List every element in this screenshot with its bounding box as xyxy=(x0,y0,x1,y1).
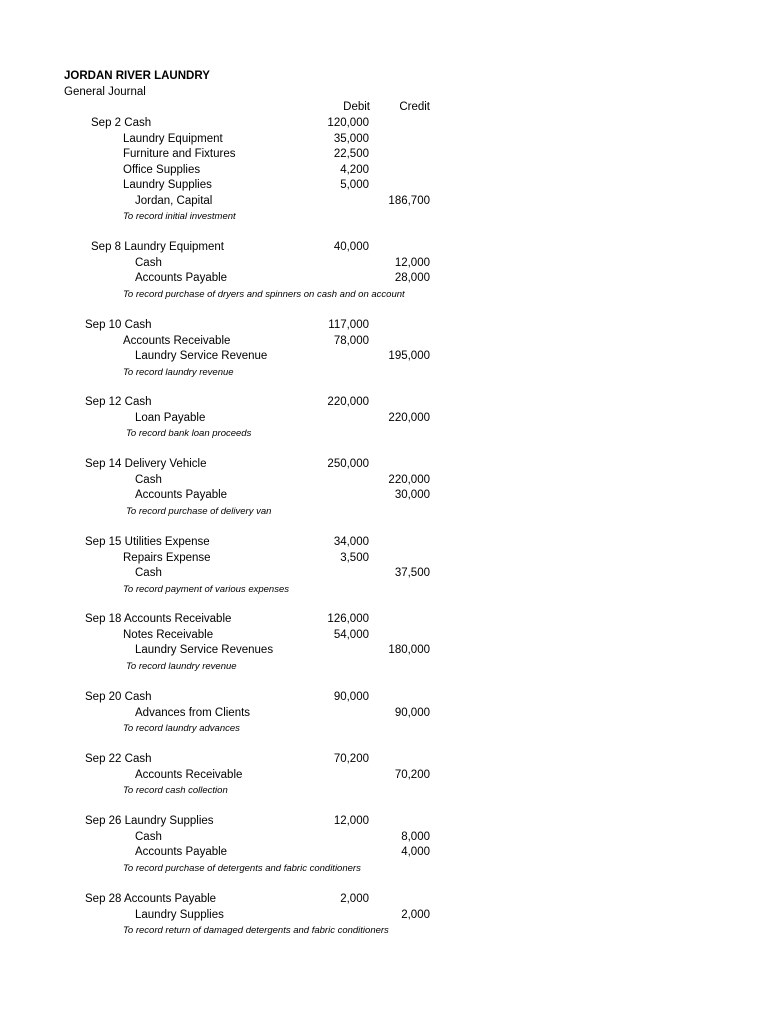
credit-amount: 28,000 xyxy=(394,272,430,284)
credit-amount: 2,000 xyxy=(401,908,430,921)
entry-first-line xyxy=(85,752,152,766)
account-name: Accounts Receivable xyxy=(123,334,231,347)
entry-description: To record laundry advances xyxy=(123,723,240,734)
account-name: Accounts Payable xyxy=(124,893,217,905)
debit-amount: 34,000 xyxy=(333,536,369,548)
account-name: Repairs Expense xyxy=(123,551,211,564)
debit-amount: 90,000 xyxy=(333,691,369,703)
entry-description: To record purchase of dryers and spinners on cash and on account xyxy=(123,288,405,300)
entry-first-line xyxy=(85,690,152,704)
account-name: Accounts Payable xyxy=(135,489,228,501)
credit-amount: 220,000 xyxy=(388,411,430,424)
entry-date: Sep 12 xyxy=(85,396,122,408)
debit-amount: 126,000 xyxy=(327,613,369,625)
account-name: Cash xyxy=(124,319,152,331)
entry-date: Sep 26 xyxy=(85,815,122,827)
debit-amount: 12,000 xyxy=(333,815,369,827)
entry-first-line xyxy=(85,318,152,332)
debit-amount: 220,000 xyxy=(327,396,369,408)
account-name: Utilities Expense xyxy=(124,536,210,548)
account-name: Loan Payable xyxy=(135,411,206,424)
entry-description: To record laundry revenue xyxy=(123,366,234,378)
account-name: Accounts Receivable xyxy=(135,768,243,781)
entry-description: To record cash collection xyxy=(123,785,228,796)
entry-date: Sep 18 xyxy=(85,613,122,625)
account-name: Cash xyxy=(135,830,162,843)
credit-amount: 186,700 xyxy=(388,194,430,207)
entry-description: To record laundry revenue xyxy=(126,660,237,672)
entry-description: To record purchase of delivery van xyxy=(126,505,272,517)
credit-amount: 12,000 xyxy=(394,256,430,269)
entry-first-line xyxy=(91,116,151,130)
credit-amount: 195,000 xyxy=(388,350,430,362)
entry-description: To record purchase of detergents and fabric conditioners xyxy=(123,862,361,874)
account-name: Advances from Clients xyxy=(135,706,251,719)
credit-amount: 220,000 xyxy=(388,473,430,486)
credit-amount: 4,000 xyxy=(401,846,430,858)
entry-date: Sep 28 xyxy=(85,893,122,905)
credit-amount: 70,200 xyxy=(394,768,430,781)
account-name: Laundry Supplies xyxy=(135,908,224,921)
debit-amount: 35,000 xyxy=(333,132,369,145)
debit-amount: 2,000 xyxy=(340,893,369,905)
credit-amount: 37,500 xyxy=(394,567,430,579)
account-name: Cash xyxy=(124,691,152,703)
account-name: Accounts Payable xyxy=(135,846,228,858)
account-name: Cash xyxy=(135,256,162,269)
account-name: Cash xyxy=(124,396,152,408)
account-name: Accounts Receivable xyxy=(124,613,232,625)
account-name: Accounts Payable xyxy=(135,272,228,284)
company-name: JORDAN RIVER LAUNDRY xyxy=(64,70,210,82)
entry-date: Sep 20 xyxy=(85,691,122,703)
account-name: Laundry Equipment xyxy=(124,241,224,253)
debit-amount: 3,500 xyxy=(340,551,369,564)
entry-description: To record bank loan proceeds xyxy=(126,428,252,439)
credit-amount: 30,000 xyxy=(394,489,430,501)
debit-amount: 120,000 xyxy=(327,117,369,129)
account-name: Cash xyxy=(124,117,152,129)
entry-date: Sep 8 xyxy=(91,241,122,253)
entry-description: To record return of damaged detergents and fabric conditioners xyxy=(123,925,389,936)
credit-amount: 180,000 xyxy=(388,644,430,656)
debit-amount: 22,500 xyxy=(333,148,369,160)
entry-date: Sep 2 xyxy=(91,117,122,129)
debit-header: Debit xyxy=(343,101,370,113)
credit-amount: 8,000 xyxy=(401,830,430,843)
account-name: Office Supplies xyxy=(123,163,201,176)
account-name: Jordan, Capital xyxy=(135,194,213,207)
debit-amount: 117,000 xyxy=(328,319,369,331)
account-name: Notes Receivable xyxy=(123,628,214,641)
account-name: Delivery Vehicle xyxy=(124,458,207,470)
credit-header: Credit xyxy=(399,101,430,113)
account-name: Laundry Service Revenues xyxy=(135,644,274,656)
entry-date: Sep 15 xyxy=(85,536,122,548)
debit-amount: 54,000 xyxy=(333,628,369,641)
credit-amount: 90,000 xyxy=(394,706,430,719)
debit-amount: 5,000 xyxy=(340,179,369,191)
debit-amount: 70,200 xyxy=(333,753,369,765)
entry-first-line xyxy=(85,535,210,549)
debit-amount: 4,200 xyxy=(340,163,369,176)
entry-first-line xyxy=(85,395,152,409)
entry-date: Sep 10 xyxy=(85,319,122,331)
entry-first-line xyxy=(85,892,216,906)
debit-amount: 40,000 xyxy=(333,241,369,253)
account-name: Laundry Service Revenue xyxy=(135,350,268,362)
entry-first-line xyxy=(85,612,231,626)
entry-first-line xyxy=(85,457,206,471)
entry-first-line xyxy=(91,240,224,254)
debit-amount: 250,000 xyxy=(327,458,369,470)
account-name: Cash xyxy=(135,473,162,486)
account-name: Laundry Supplies xyxy=(124,815,214,827)
journal-title: General Journal xyxy=(64,86,146,98)
entry-description: To record payment of various expenses xyxy=(123,583,289,595)
account-name: Laundry Equipment xyxy=(123,132,223,145)
account-name: Cash xyxy=(135,567,162,579)
entry-description: To record initial investment xyxy=(123,211,236,222)
account-name: Cash xyxy=(124,753,152,765)
account-name: Laundry Supplies xyxy=(123,179,212,191)
debit-amount: 78,000 xyxy=(333,334,369,347)
entry-date: Sep 22 xyxy=(85,753,122,765)
entry-date: Sep 14 xyxy=(85,458,122,470)
account-name: Furniture and Fixtures xyxy=(123,148,236,160)
entry-first-line xyxy=(85,814,214,828)
